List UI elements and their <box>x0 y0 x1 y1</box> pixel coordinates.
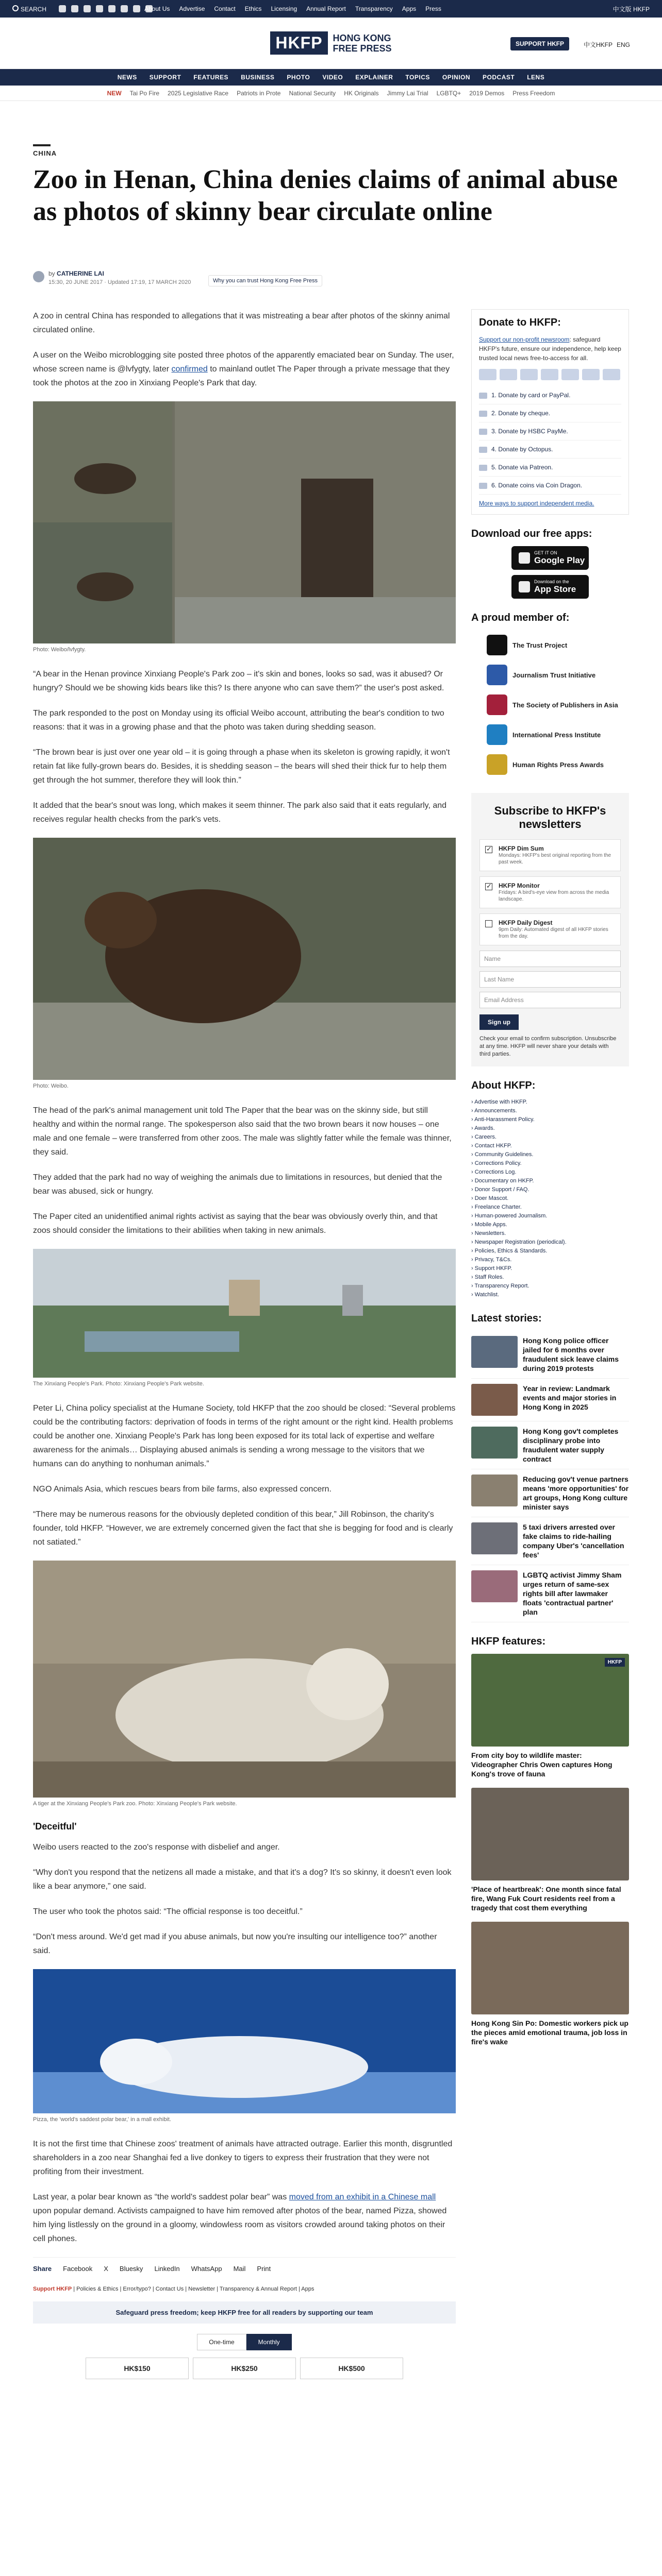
search-icon <box>12 5 19 11</box>
donate-option[interactable]: 6. Donate coins via Coin Dragon. <box>479 477 621 495</box>
support-newsroom-link[interactable]: Support our non-profit newsroom <box>479 336 570 343</box>
story-thumbnail <box>471 1522 518 1554</box>
amex-icon <box>520 369 538 380</box>
visa-icon <box>500 369 517 380</box>
search-link[interactable]: SEARCH <box>12 5 46 13</box>
paragraph: “A bear in the Henan province Xinxiang People's Park zoo – it's skin and bones, looks so sad, was it abused? Or hungry? Should we be showing kids bears like this? Is there anyone who can save them?” the user's post asked. <box>33 670 444 692</box>
feature-image[interactable] <box>471 1922 629 2014</box>
paragraph: NGO Animals Asia, which rescues bears from bile farms, also expressed concern. <box>33 1485 332 1494</box>
photo-bear-weibo <box>33 401 456 643</box>
members-section <box>471 612 629 779</box>
threads-icon[interactable] <box>121 5 128 12</box>
youtube-icon[interactable] <box>96 5 103 12</box>
donation-amounts <box>33 2358 456 2379</box>
top-link[interactable]: Contact <box>214 5 236 12</box>
about-link[interactable]: › Awards. <box>471 1124 629 1133</box>
top-link[interactable]: Apps <box>402 5 417 12</box>
top-link[interactable]: Annual Report <box>306 5 346 12</box>
hkfp-badge: HKFP <box>605 1658 625 1667</box>
top-bar <box>0 0 662 18</box>
article-headline: Zoo in Henan, China denies claims of animal abuse as photos of skinny bear circulate online <box>33 165 618 226</box>
latest-title: Latest stories: <box>471 1313 542 1324</box>
octopus-icon <box>479 447 487 453</box>
more-ways-link[interactable]: More ways to support independent media. <box>479 500 594 507</box>
share-label: Share <box>33 2265 52 2273</box>
facebook-icon[interactable] <box>59 5 66 12</box>
nav-item-lens[interactable]: LENS <box>527 74 545 81</box>
about-title: About HKFP: <box>471 1080 536 1091</box>
last-name-field[interactable]: Last Name <box>479 971 621 988</box>
print-button[interactable]: Print <box>257 2265 271 2273</box>
nav-item-video[interactable]: VIDEO <box>322 74 343 81</box>
ipi-icon <box>487 724 507 745</box>
google-play-button[interactable]: GET IT ON Google Play <box>511 546 589 570</box>
jti-icon <box>487 665 507 685</box>
photo-bear-closeup <box>33 838 456 1080</box>
donate-option[interactable]: 2. Donate by cheque. <box>479 404 621 422</box>
x-icon[interactable] <box>71 5 78 12</box>
features-title: HKFP features: <box>471 1636 546 1647</box>
about-link[interactable]: › Newspaper Registration (periodical). <box>471 1238 629 1247</box>
sopa-icon <box>487 694 507 715</box>
about-link[interactable]: › Donor Support / FAQ. <box>471 1185 629 1194</box>
story-item[interactable]: Hong Kong gov't completes disciplinary probe into fraudulent water supply contract <box>471 1421 629 1469</box>
checkbox-unchecked[interactable] <box>485 920 492 927</box>
paragraph: Last year, a polar bear known as “the world's saddest polar bear” was moved from an exhibit in a Chinese mall upon popular demand. Activists campaigned to have him removed after photos of the bear, named Pizza, showed him lying listlessly on the ground in a gloomy, windowless room as visitors crowded around taking photos on their cell phones. <box>33 2193 447 2243</box>
photo-tiger <box>33 1561 456 1798</box>
about-link[interactable]: › Corrections Log. <box>471 1168 629 1177</box>
photo-caption: Photo: Weibo. <box>33 1083 69 1089</box>
share-row <box>33 2257 456 2273</box>
apps-section <box>471 528 629 599</box>
member-ipi[interactable]: International Press Institute <box>471 720 629 750</box>
apps-title: Download our free apps: <box>471 528 592 539</box>
author-name[interactable]: CATHERINE LAI <box>57 270 104 277</box>
share-bluesky-button[interactable]: Bluesky <box>119 2265 143 2273</box>
payme-icon <box>561 369 579 380</box>
app-store-button[interactable]: Download on the App Store <box>511 575 589 599</box>
paragraph: The user who took the photos said: “The official response is too deceitful.” <box>33 1907 303 1916</box>
nav-item-news[interactable]: NEWS <box>117 74 137 81</box>
coin-icon <box>479 483 487 489</box>
monthly-option[interactable]: Monthly <box>246 2334 292 2350</box>
topic-link[interactable]: 2025 Legislative Race <box>168 89 229 97</box>
latest-stories <box>471 1313 629 1622</box>
mall-exhibit-link[interactable]: moved from an exhibit in a Chinese mall <box>289 2193 436 2201</box>
site-logo[interactable] <box>270 31 391 55</box>
about-link[interactable]: › Documentary on HKFP. <box>471 1177 629 1185</box>
about-list <box>471 1098 629 1299</box>
trust-link[interactable]: Why you can trust Hong Kong Free Press <box>208 275 322 286</box>
about-link[interactable]: › Transparency Report. <box>471 1282 629 1291</box>
english-link[interactable]: ENG <box>617 41 631 48</box>
photo-caption: Pizza, the 'world's saddest polar bear,' in a mall exhibit. <box>33 2116 171 2123</box>
amount-option[interactable]: HK$500 <box>300 2358 403 2379</box>
topic-bar <box>0 86 662 101</box>
about-link[interactable]: › Doer Mascot. <box>471 1194 629 1203</box>
nav-item-podcast[interactable]: PODCAST <box>483 74 515 81</box>
chinese-site-link[interactable]: 中文HKFP <box>584 41 613 48</box>
share-mail-button[interactable]: Mail <box>233 2265 246 2273</box>
topic-link[interactable]: Patriots in Prote <box>237 89 281 97</box>
newsletter-box <box>471 793 629 1066</box>
newsletter-option[interactable]: ✓ HKFP Monitor Fridays: A bird's-eye view from across the media landscape. <box>479 876 621 908</box>
about-link[interactable]: › Anti-Harassment Policy. <box>471 1115 629 1124</box>
donate-option[interactable]: 1. Donate by card or PayPal. <box>479 386 621 404</box>
feature-title[interactable]: From city boy to wildlife master: Videographer Chris Owen captures Hong Kong's trove of fauna <box>471 1751 613 1778</box>
nav-item-photo[interactable]: PHOTO <box>287 74 310 81</box>
logo-mark: HKFP <box>270 31 327 55</box>
site-header <box>0 18 662 69</box>
fps-icon <box>603 369 620 380</box>
paypal-icon <box>541 369 558 380</box>
story-item[interactable]: 5 taxi drivers arrested over fake claims to ride-hailing company Uber's 'cancellation fees' <box>471 1517 629 1565</box>
paragraph: “There may be numerous reasons for the obviously depleted condition of this bear,” Jill Robinson, the charity's founder, told HKFP. “However, we are extremely concerned given the fact that she is begging for food and is clearly not satiated.” <box>33 1510 453 1547</box>
about-link[interactable]: › Corrections Policy. <box>471 1159 629 1168</box>
new-label: NEW <box>107 89 122 97</box>
feature-title[interactable]: Hong Kong Sin Po: Domestic workers pick up the pieces amid emotional trauma, job loss in fire's wake <box>471 2019 628 2046</box>
trust-project-icon <box>487 635 507 655</box>
feature-title[interactable]: 'Place of heartbreak': One month since fatal fire, Wang Fuk Court residents reel from a tragedy that cost them everything <box>471 1885 621 1912</box>
paragraph: Weibo users reacted to the zoo's response with disbelief and anger. <box>33 1843 280 1852</box>
photo-caption: The Xinxiang People's Park. Photo: Xinxiang People's Park website. <box>33 1381 204 1387</box>
photo-caption: Photo: Weibo/lvfygty. <box>33 647 86 653</box>
amount-option[interactable]: HK$250 <box>193 2358 296 2379</box>
member-hrpa[interactable]: Human Rights Press Awards <box>471 750 629 779</box>
article-body <box>33 309 456 2379</box>
donation-frequency <box>33 2334 456 2350</box>
amount-option[interactable]: HK$150 <box>86 2358 189 2379</box>
about-link[interactable]: › Support HKFP. <box>471 1264 629 1273</box>
octopus-icon <box>582 369 600 380</box>
donate-option[interactable]: 4. Donate by Octopus. <box>479 440 621 459</box>
about-link[interactable]: › Privacy, T&Cs. <box>471 1256 629 1264</box>
nav-item-business[interactable]: BUSINESS <box>241 74 275 81</box>
donate-box <box>471 309 629 515</box>
feature-image[interactable] <box>471 1654 629 1747</box>
card-icon <box>479 393 487 399</box>
about-link[interactable]: › Freelance Charter. <box>471 1203 629 1212</box>
paragraph: The Paper cited an unidentified animal rights activist as saying that the bear was obviously overly thin, and that zoos should consider the limitations to their abilities when taking in new animals. <box>33 1212 438 1235</box>
google-play-icon <box>519 552 530 564</box>
about-link[interactable]: › Watchlist. <box>471 1291 629 1299</box>
paragraph: Peter Li, China policy specialist at the Humane Society, told HKFP that the zoo should be closed: “Several problems could be the contributing factors: deprivation of foods in terms of the right amount or the right kind. Health problems could be another one. Xinxiang People's Park has long been exposed for its total lack of expertise and welfare awareness for the animals… Displaying abused animals is sending a wrong message to the visitors that we humans can do anything to nonhuman animals.” <box>33 1404 456 1468</box>
patreon-icon <box>479 465 487 471</box>
paragraph: “Why don't you respond that the netizens all made a mistake, and that it's a dog? It's so skinny, it doesn't even look like a bear anymore,” one said. <box>33 1868 452 1891</box>
about-link[interactable]: › Mobile Apps. <box>471 1221 629 1229</box>
story-thumbnail <box>471 1384 518 1416</box>
photo-polar-bear-svg <box>33 1969 456 2113</box>
nav-item-features[interactable]: FEATURES <box>193 74 229 81</box>
article-category[interactable]: CHINA <box>33 149 57 157</box>
about-link[interactable]: › Careers. <box>471 1133 629 1142</box>
nav-item-opinion[interactable]: OPINION <box>442 74 471 81</box>
confirmed-link[interactable]: confirmed <box>171 365 208 374</box>
newsletter-option[interactable]: ✓ HKFP Dim Sum Mondays: HKFP's best original reporting from the past week. <box>479 839 621 871</box>
social-icons <box>59 5 153 12</box>
about-link[interactable]: › Community Guidelines. <box>471 1150 629 1159</box>
email-field[interactable]: Email Address <box>479 992 621 1008</box>
photo-caption: A tiger at the Xinxiang People's Park zoo. Photo: Xinxiang People's Park website. <box>33 1801 237 1807</box>
features-section <box>471 1636 629 2046</box>
mastercard-icon <box>479 369 496 380</box>
checkbox-checked[interactable] <box>485 883 492 890</box>
share-x-button[interactable]: X <box>104 2265 108 2273</box>
photo-polar-bear <box>33 1969 456 2113</box>
story-item[interactable]: Hong Kong police officer jailed for 6 months over fraudulent sick leave claims during 2019 protests <box>471 1331 629 1379</box>
paragraph: “Don't mess around. We'd get mad if you abuse animals, but now you're insulting our intelligence too?” another said. <box>33 1933 437 1955</box>
topic-link[interactable]: HK Originals <box>344 89 379 97</box>
instagram-icon[interactable] <box>84 5 91 12</box>
member-sopa[interactable]: The Society of Publishers in Asia <box>471 690 629 720</box>
donate-intro: Support our non-profit newsroom: safeguard HKFP's future, ensure our independence, help keep trusted local news free-to-access for all. <box>479 336 621 362</box>
language-links <box>584 40 630 49</box>
paragraph: A zoo in central China has responded to allegations that it was mistreating a bear after photos of the skinny animal circulated online. <box>33 312 450 334</box>
share-facebook-button[interactable]: Facebook <box>63 2265 93 2273</box>
one-time-option[interactable]: One-time <box>197 2334 246 2350</box>
sidebar <box>471 309 629 2056</box>
hrpa-icon <box>487 754 507 775</box>
paragraph: It is not the first time that Chinese zoos' treatment of animals have attracted outrage. Earlier this month, disgruntled shareholders in a zoo near Shanghai fed a live donkey to tigers to express their frustration that they were not profiting from their investment. <box>33 2140 453 2176</box>
paragraph: They added that the park had no way of weighing the animals due to limitations in resources, but denied that the bear was abused, sick or hungry. <box>33 1173 442 1196</box>
sign-up-button[interactable]: Sign up <box>479 1014 519 1030</box>
about-link[interactable]: › Staff Roles. <box>471 1273 629 1282</box>
topic-link[interactable]: National Security <box>289 89 336 97</box>
about-link[interactable]: › Policies, Ethics & Standards. <box>471 1247 629 1256</box>
photo-park <box>33 1249 456 1378</box>
share-linkedin-button[interactable]: LinkedIn <box>154 2265 180 2273</box>
checkbox-checked[interactable] <box>485 846 492 853</box>
paragraph: It added that the bear's snout was long, which makes it seem thinner. The park also said that it eats regularly, and receives regular health checks from the park's vets. <box>33 801 447 824</box>
cheque-icon <box>479 411 487 417</box>
story-thumbnail <box>471 1570 518 1602</box>
nav-item-explainer[interactable]: EXPLAINER <box>355 74 393 81</box>
author-line: by CATHERINE LAI <box>48 270 104 277</box>
main-nav <box>0 69 662 86</box>
donate-options <box>479 386 621 495</box>
section-subhead: 'Deceitful' <box>33 1821 77 1832</box>
topic-link[interactable]: Press Freedom <box>512 89 555 97</box>
topic-link[interactable]: LGBTQ+ <box>436 89 461 97</box>
author-avatar <box>33 271 44 282</box>
top-link[interactable]: Transparency <box>355 5 393 12</box>
topic-link[interactable]: 2019 Demos <box>469 89 505 97</box>
story-item[interactable]: LGBTQ activist Jimmy Sham urges return of same-sex rights bill after lawmaker floats 'contractual partner' plan <box>471 1565 629 1622</box>
photo-tiger-svg <box>33 1561 456 1798</box>
donate-option[interactable]: 5. Donate via Patreon. <box>479 459 621 477</box>
top-link[interactable]: Licensing <box>271 5 297 12</box>
top-links <box>144 5 441 12</box>
story-item[interactable]: Reducing gov't venue partners means 'more opportunities' for art groups, Hong Kong culture minister says <box>471 1469 629 1517</box>
paragraph: A user on the Weibo microblogging site posted three photos of the apparently emaciated bear on Sunday. The user, whose screen name is @lvfygty, later confirmed to mainland outlet The Paper through a private message that they took the photos at the zoo in Xinxiang People's Park that day. <box>33 351 454 387</box>
linkedin-icon[interactable] <box>108 5 115 12</box>
member-jti[interactable]: Journalism Trust Initiative <box>471 660 629 690</box>
category-bar <box>33 144 51 146</box>
members-title: A proud member of: <box>471 612 570 623</box>
story-thumbnail <box>471 1427 518 1459</box>
apple-icon <box>519 581 530 592</box>
about-link[interactable]: › Announcements. <box>471 1107 629 1115</box>
paragraph: “The brown bear is just over one year old – it is going through a phase when its skeleton is growing rapidly, it won't retain fat like fully-grown bears do. Besides, it is shedding season – the bears will shed their thick fur to help them get through the hot summer, therefore they will look thin.” <box>33 748 450 785</box>
top-link[interactable]: Ethics <box>244 5 262 12</box>
payment-methods <box>479 369 621 380</box>
publish-date: 15:30, 20 JUNE 2017 · Updated 17:19, 17 MARCH 2020 <box>48 279 191 285</box>
story-item[interactable]: Year in review: Landmark events and major stories in Hong Kong in 2025 <box>471 1379 629 1421</box>
photo-park-svg <box>33 1249 456 1378</box>
support-hkfp-link[interactable]: Support HKFP <box>33 2286 72 2292</box>
story-thumbnail <box>471 1475 518 1506</box>
support-hkfp-button[interactable]: SUPPORT HKFP <box>510 37 569 50</box>
story-thumbnail <box>471 1336 518 1368</box>
payme-icon <box>479 429 487 435</box>
topic-link[interactable]: Jimmy Lai Trial <box>387 89 428 97</box>
top-link[interactable]: About Us <box>144 5 170 12</box>
share-whatsapp-button[interactable]: WhatsApp <box>191 2265 222 2273</box>
logo-text: HONG KONG FREE PRESS <box>333 32 392 54</box>
nav-item-support[interactable]: SUPPORT <box>149 74 181 81</box>
topic-link[interactable]: Tai Po Fire <box>129 89 160 97</box>
newsletter-title: Subscribe to HKFP's newsletters <box>494 804 606 831</box>
top-link[interactable]: Advertise <box>179 5 205 12</box>
policy-links[interactable]: | Policies & Ethics | Error/typo? | Contact Us | Newsletter | Transparency & Annual Report | Apps <box>73 2286 315 2292</box>
member-trust-project[interactable]: The Trust Project <box>471 630 629 660</box>
newsletter-option[interactable]: HKFP Daily Digest 9pm Daily: Automated digest of all HKFP stories from the day. <box>479 913 621 945</box>
feature-image[interactable] <box>471 1788 629 1880</box>
top-link[interactable]: Press <box>425 5 441 12</box>
article-footer-links <box>33 2286 456 2292</box>
safeguard-banner[interactable]: Safeguard press freedom; keep HKFP free for all readers by supporting our team <box>33 2301 456 2324</box>
donate-title: Donate to HKFP: <box>479 317 561 328</box>
paragraph: The head of the park's animal management unit told The Paper that the bear was on the skinny side, but still healthy and within the normal range. The spokesperson also said that the two brown bears it now houses – one male and one female – were transferred from other zoos. The male was slightly fatter while the female was thinner, they said. <box>33 1106 452 1157</box>
chinese-link[interactable]: 中文版 HKFP <box>613 5 650 13</box>
paragraph: The park responded to the post on Monday using its official Weibo account, attributing the bear's condition to two reasons: that it was in a growing phase and that the photo was taken during shedding season. <box>33 709 444 732</box>
about-link[interactable]: › Contact HKFP. <box>471 1142 629 1150</box>
newsletter-note: Check your email to confirm subscription. Unsubscribe at any time. HKFP will never share your details with third parties. <box>479 1036 617 1057</box>
first-name-field[interactable]: Name <box>479 951 621 967</box>
about-link[interactable]: › Advertise with HKFP. <box>471 1098 629 1107</box>
about-link[interactable]: › Newsletters. <box>471 1229 629 1238</box>
nav-item-topics[interactable]: TOPICS <box>405 74 430 81</box>
telegram-icon[interactable] <box>133 5 140 12</box>
byline <box>33 268 621 295</box>
photo-bear-weibo-svg <box>33 401 456 643</box>
about-section <box>471 1080 629 1299</box>
photo-bear-closeup-svg <box>33 838 456 1080</box>
about-link[interactable]: › Human-powered Journalism. <box>471 1212 629 1221</box>
donate-option[interactable]: 3. Donate by HSBC PayMe. <box>479 422 621 440</box>
